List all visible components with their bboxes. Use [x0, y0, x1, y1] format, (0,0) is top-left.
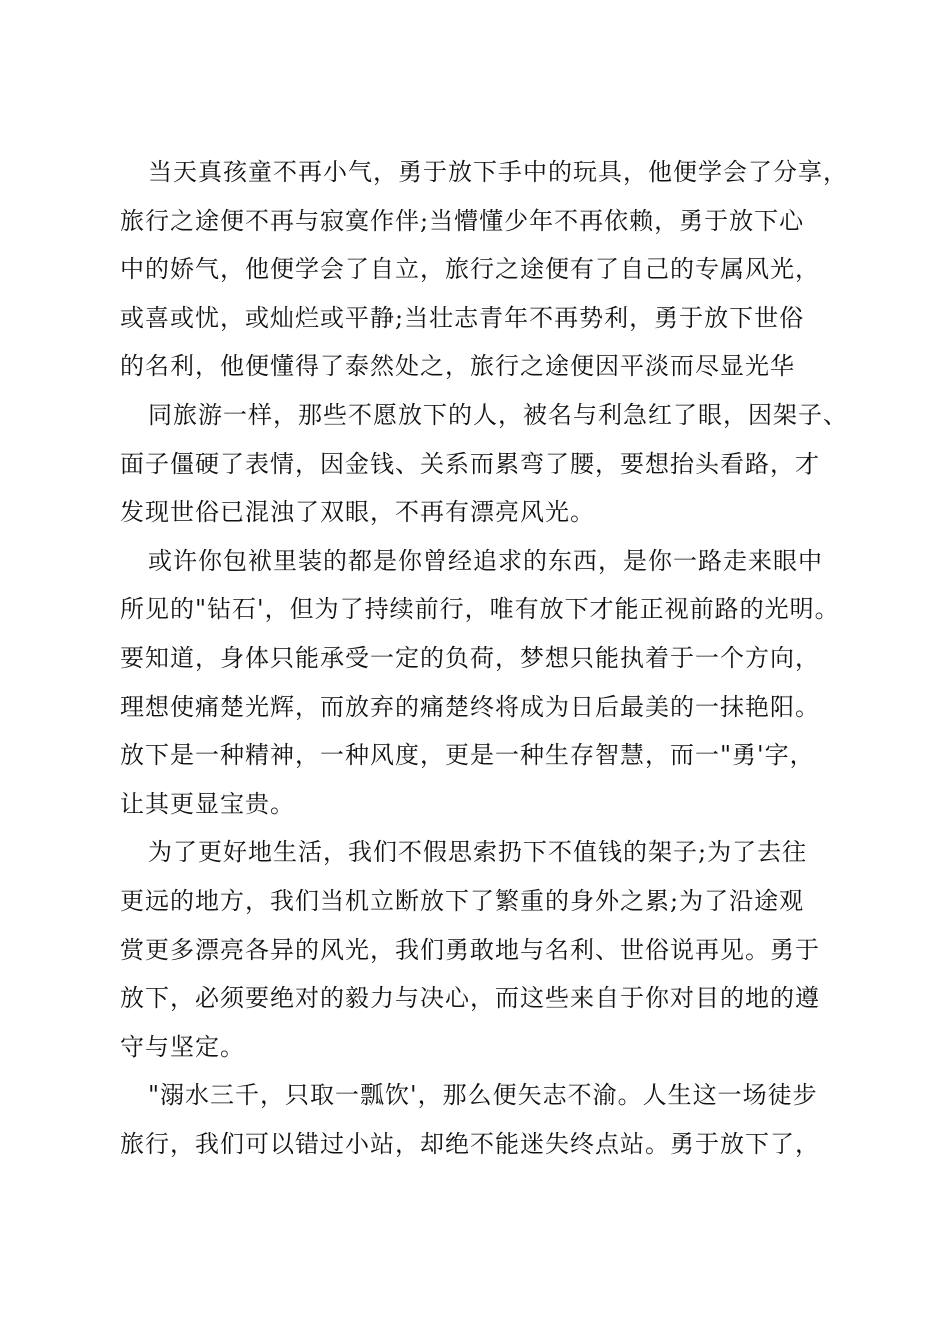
paragraph-line: 或许你包袱里装的都是你曾经追求的东西，是你一路走来眼中	[148, 546, 823, 575]
paragraph-line: 放下是一种精神，一种风度，更是一种生存智慧，而一"勇'字，	[120, 741, 815, 770]
article-body	[120, 148, 860, 1168]
paragraph-line: 理想使痛楚光辉，而放弃的痛楚终将成为日后最美的一抹艳阳。	[120, 692, 820, 721]
paragraph-line: 当天真孩童不再小气，勇于放下手中的玩具，他便学会了分享，	[148, 158, 848, 186]
paragraph-line: 放下，必须要绝对的毅力与决心，而这些来自于你对目的地的遵	[120, 984, 820, 1013]
paragraph-line: "溺水三千，只取一瓢饮'，那么便矢志不渝。人生这一场徒步	[148, 1081, 818, 1110]
paragraph-line: 旅行之途便不再与寂寞作伴;当懵懂少年不再依赖，勇于放下心	[120, 206, 805, 235]
paragraph-line: 或喜或忧，或灿烂或平静;当壮志青年不再势利，勇于放下世俗	[120, 303, 805, 332]
paragraph-line: 旅行，我们可以错过小站，却绝不能迷失终点站。勇于放下了，	[120, 1129, 820, 1158]
paragraph-line: 更远的地方，我们当机立断放下了繁重的身外之累;为了沿途观	[120, 886, 805, 915]
paragraph-line: 中的娇气，他便学会了自立，旅行之途便有了自己的专属风光，	[120, 255, 820, 284]
paragraph-line: 为了更好地生活，我们不假思索扔下不值钱的架子;为了去往	[148, 838, 808, 867]
paragraph-line: 要知道，身体只能承受一定的负荷，梦想只能执着于一个方向，	[120, 643, 820, 672]
paragraph-line: 所见的"钻石'，但为了持续前行，唯有放下才能正视前路的光明。	[120, 595, 840, 624]
paragraph-line: 同旅游一样，那些不愿放下的人，被名与利急红了眼，因架子、	[148, 400, 848, 429]
paragraph-line: 面子僵硬了表情，因金钱、关系而累弯了腰，要想抬头看路，才	[120, 449, 820, 478]
paragraph-line: 的名利，他便懂得了泰然处之，旅行之途便因平淡而尽显光华	[120, 352, 795, 381]
paragraph-line: 发现世俗已混浊了双眼，不再有漂亮风光。	[120, 498, 595, 527]
paragraph-line: 让其更显宝贵。	[120, 789, 295, 818]
paragraph-line: 赏更多漂亮各异的风光，我们勇敢地与名利、世俗说再见。勇于	[120, 935, 820, 964]
paragraph-line: 守与坚定。	[120, 1032, 245, 1061]
